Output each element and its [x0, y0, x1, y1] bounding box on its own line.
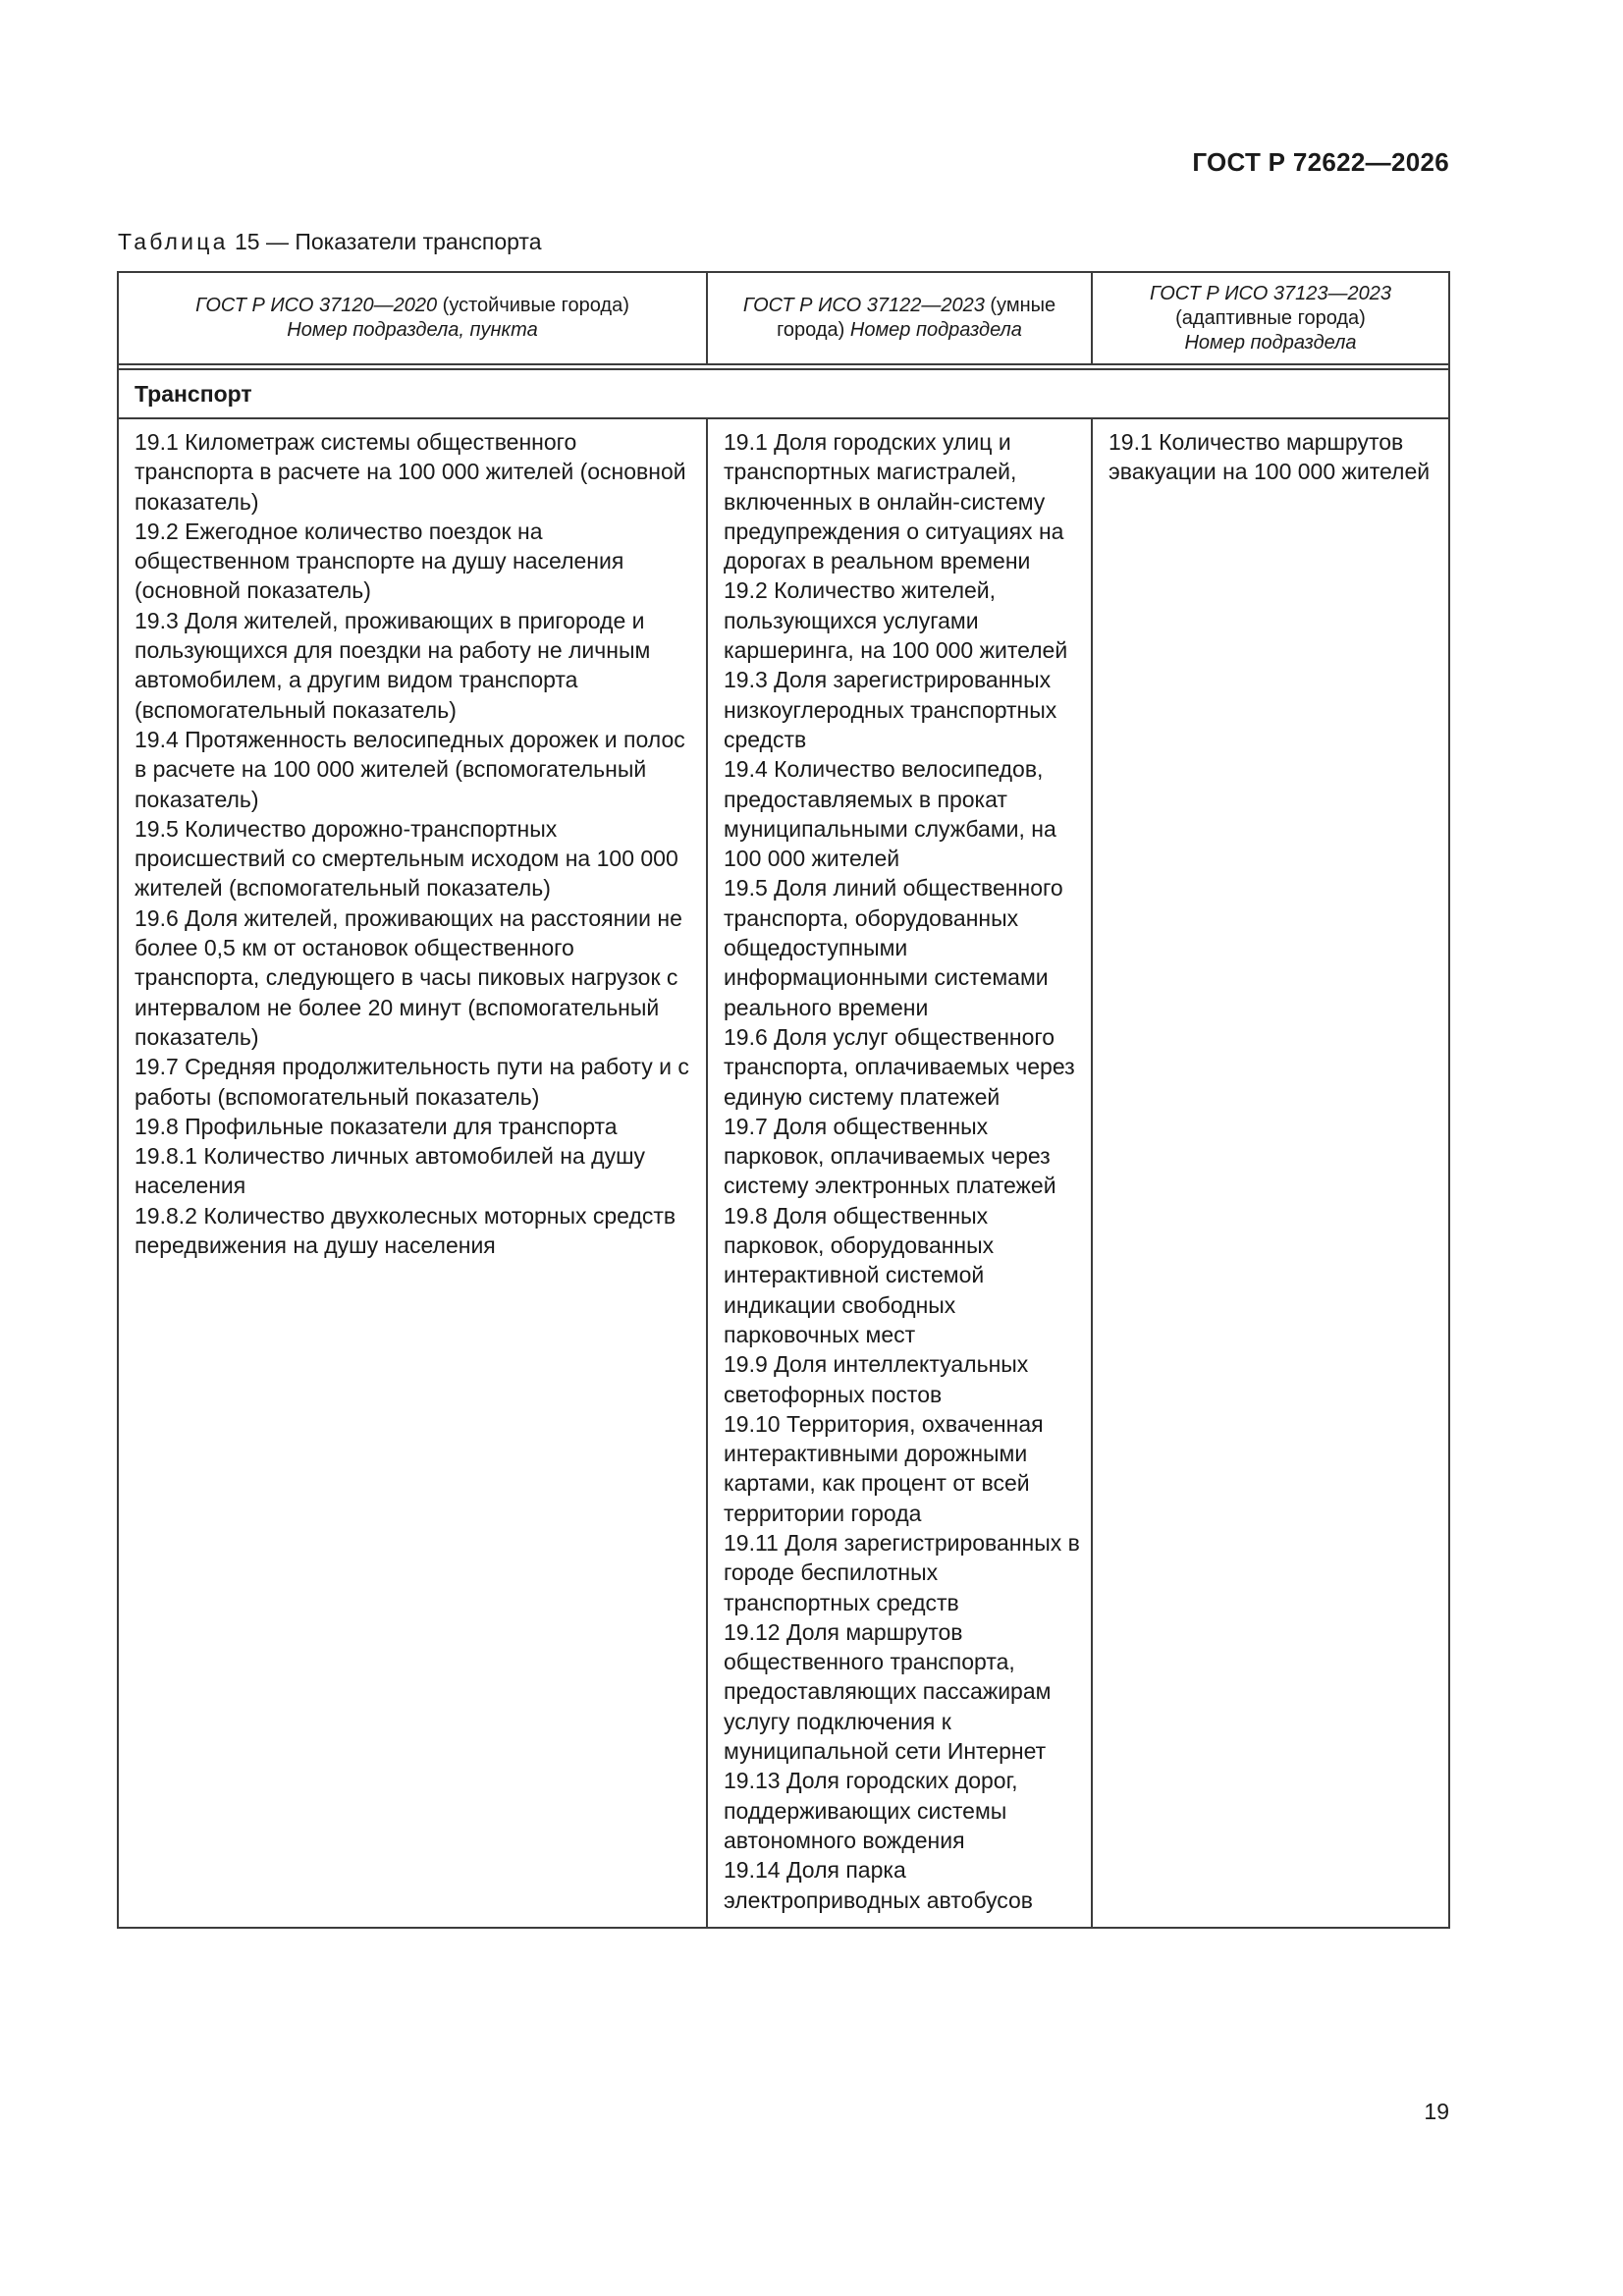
- column-37123-cell: [1092, 418, 1449, 1928]
- column-header-37123: [1092, 272, 1449, 364]
- column-header-subtitle: Номер подраздела, пункта: [287, 319, 538, 341]
- indicator-item: 19.5 Количество дорожно-транспортных происшествий со смертельным исходом на 100 000 жителей (вспомогательный показатель): [135, 815, 678, 902]
- indicator-item: 19.4 Количество велосипедов, предоставляемых в прокат муниципальными службами, на 100 000 жителей: [724, 756, 1056, 872]
- column-37122-cell: [707, 418, 1092, 1928]
- table-body-row: [118, 418, 1449, 1928]
- page-number: 19: [1424, 2099, 1449, 2124]
- indicator-item: 19.1 Километраж системы общественного транспорта в расчете на 100 000 жителей (основной показатель): [135, 429, 686, 515]
- indicator-item: 19.9 Доля интеллектуальных светофорных постов: [724, 1351, 1029, 1407]
- indicator-item: 19.8.1 Количество личных автомобилей на душу населения: [135, 1143, 646, 1199]
- indicator-item: 19.13 Доля городских дорог, поддерживающих системы автономного вождения: [724, 1768, 1018, 1853]
- column-37120-cell: [118, 418, 707, 1928]
- indicator-item: 19.1 Количество маршрутов эвакуации на 100 000 жителей: [1109, 429, 1431, 485]
- section-row: [118, 369, 1449, 418]
- column-header-37120: [118, 272, 707, 364]
- indicator-item: 19.10 Территория, охваченная интерактивными дорожными картами, как процент от всей территории города: [724, 1410, 1044, 1526]
- indicators-table: [117, 271, 1450, 1929]
- indicator-item: 19.1 Доля городских улиц и транспортных магистралей, включенных в онлайн-систему предупреждения о ситуациях на дорогах в реальном времени: [724, 429, 1064, 574]
- indicator-item: 19.6 Доля жителей, проживающих на расстоянии не более 0,5 км от остановок общественного транспорта, следующего в часы пиковых нагрузок с интервалом не более 20 минут (вспомогательный показатель): [135, 904, 682, 1050]
- column-header-standard: ГОСТ Р ИСО 37123—2023: [1150, 282, 1391, 304]
- table-caption: [118, 229, 541, 255]
- indicator-item: 19.8 Доля общественных парковок, оборудованных интерактивной системой индикации свободных парковочных мест: [724, 1202, 995, 1347]
- section-title: Транспорт: [118, 369, 1449, 418]
- indicator-item: 19.4 Протяженность велосипедных дорожек и полос в расчете на 100 000 жителей (вспомогательный показатель): [135, 726, 685, 812]
- column-header-description: (адаптивные города): [1175, 306, 1366, 329]
- column-header-subtitle: Номер подраздела: [1184, 331, 1357, 354]
- column-header-description: (умные города): [777, 295, 1056, 341]
- indicator-item: 19.11 Доля зарегистрированных в городе беспилотных транспортных средств: [724, 1529, 1080, 1615]
- table-caption-text: 15 — Показатели транспорта: [234, 229, 542, 254]
- column-header-description: (устойчивые города): [442, 295, 629, 316]
- indicator-item: 19.5 Доля линий общественного транспорта, оборудованных общедоступными информационными системами реального времени: [724, 875, 1063, 1020]
- indicator-item: 19.7 Средняя продолжительность пути на работу и с работы (вспомогательный показатель): [135, 1054, 689, 1110]
- indicator-item: 19.8 Профильные показатели для транспорта: [135, 1113, 618, 1139]
- indicator-item: 19.2 Ежегодное количество поездок на общественном транспорте на душу населения (основной показатель): [135, 518, 624, 604]
- indicator-item: 19.7 Доля общественных парковок, оплачиваемых через систему электронных платежей: [724, 1113, 1056, 1199]
- table-header-row: [118, 272, 1449, 364]
- indicator-item: 19.6 Доля услуг общественного транспорта, оплачиваемых через единую систему платежей: [724, 1023, 1075, 1110]
- column-header-37122: [707, 272, 1092, 364]
- indicator-item: 19.8.2 Количество двухколесных моторных средств передвижения на душу населения: [135, 1202, 676, 1259]
- indicator-item: 19.12 Доля маршрутов общественного транспорта, предоставляющих пассажирам услугу подключения к муниципальной сети Интернет: [724, 1618, 1052, 1765]
- column-header-standard: ГОСТ Р ИСО 37122—2023: [742, 295, 985, 316]
- indicator-item: 19.14 Доля парка электроприводных автобусов: [724, 1857, 1034, 1913]
- table-caption-label: Таблица: [118, 229, 229, 254]
- column-header-standard: ГОСТ Р ИСО 37120—2020: [195, 295, 438, 316]
- indicator-item: 19.2 Количество жителей, пользующихся услугами каршеринга, на 100 000 жителей: [724, 577, 1068, 664]
- column-header-subtitle: Номер подраздела: [849, 319, 1022, 341]
- indicator-item: 19.3 Доля жителей, проживающих в пригороде и пользующихся для поездки на работу не личным автомобилем, а другим видом транспорта (вспомогательный показатель): [135, 607, 651, 723]
- document-code: ГОСТ Р 72622—2026: [1192, 147, 1449, 177]
- indicator-item: 19.3 Доля зарегистрированных низкоуглеродных транспортных средств: [724, 667, 1057, 752]
